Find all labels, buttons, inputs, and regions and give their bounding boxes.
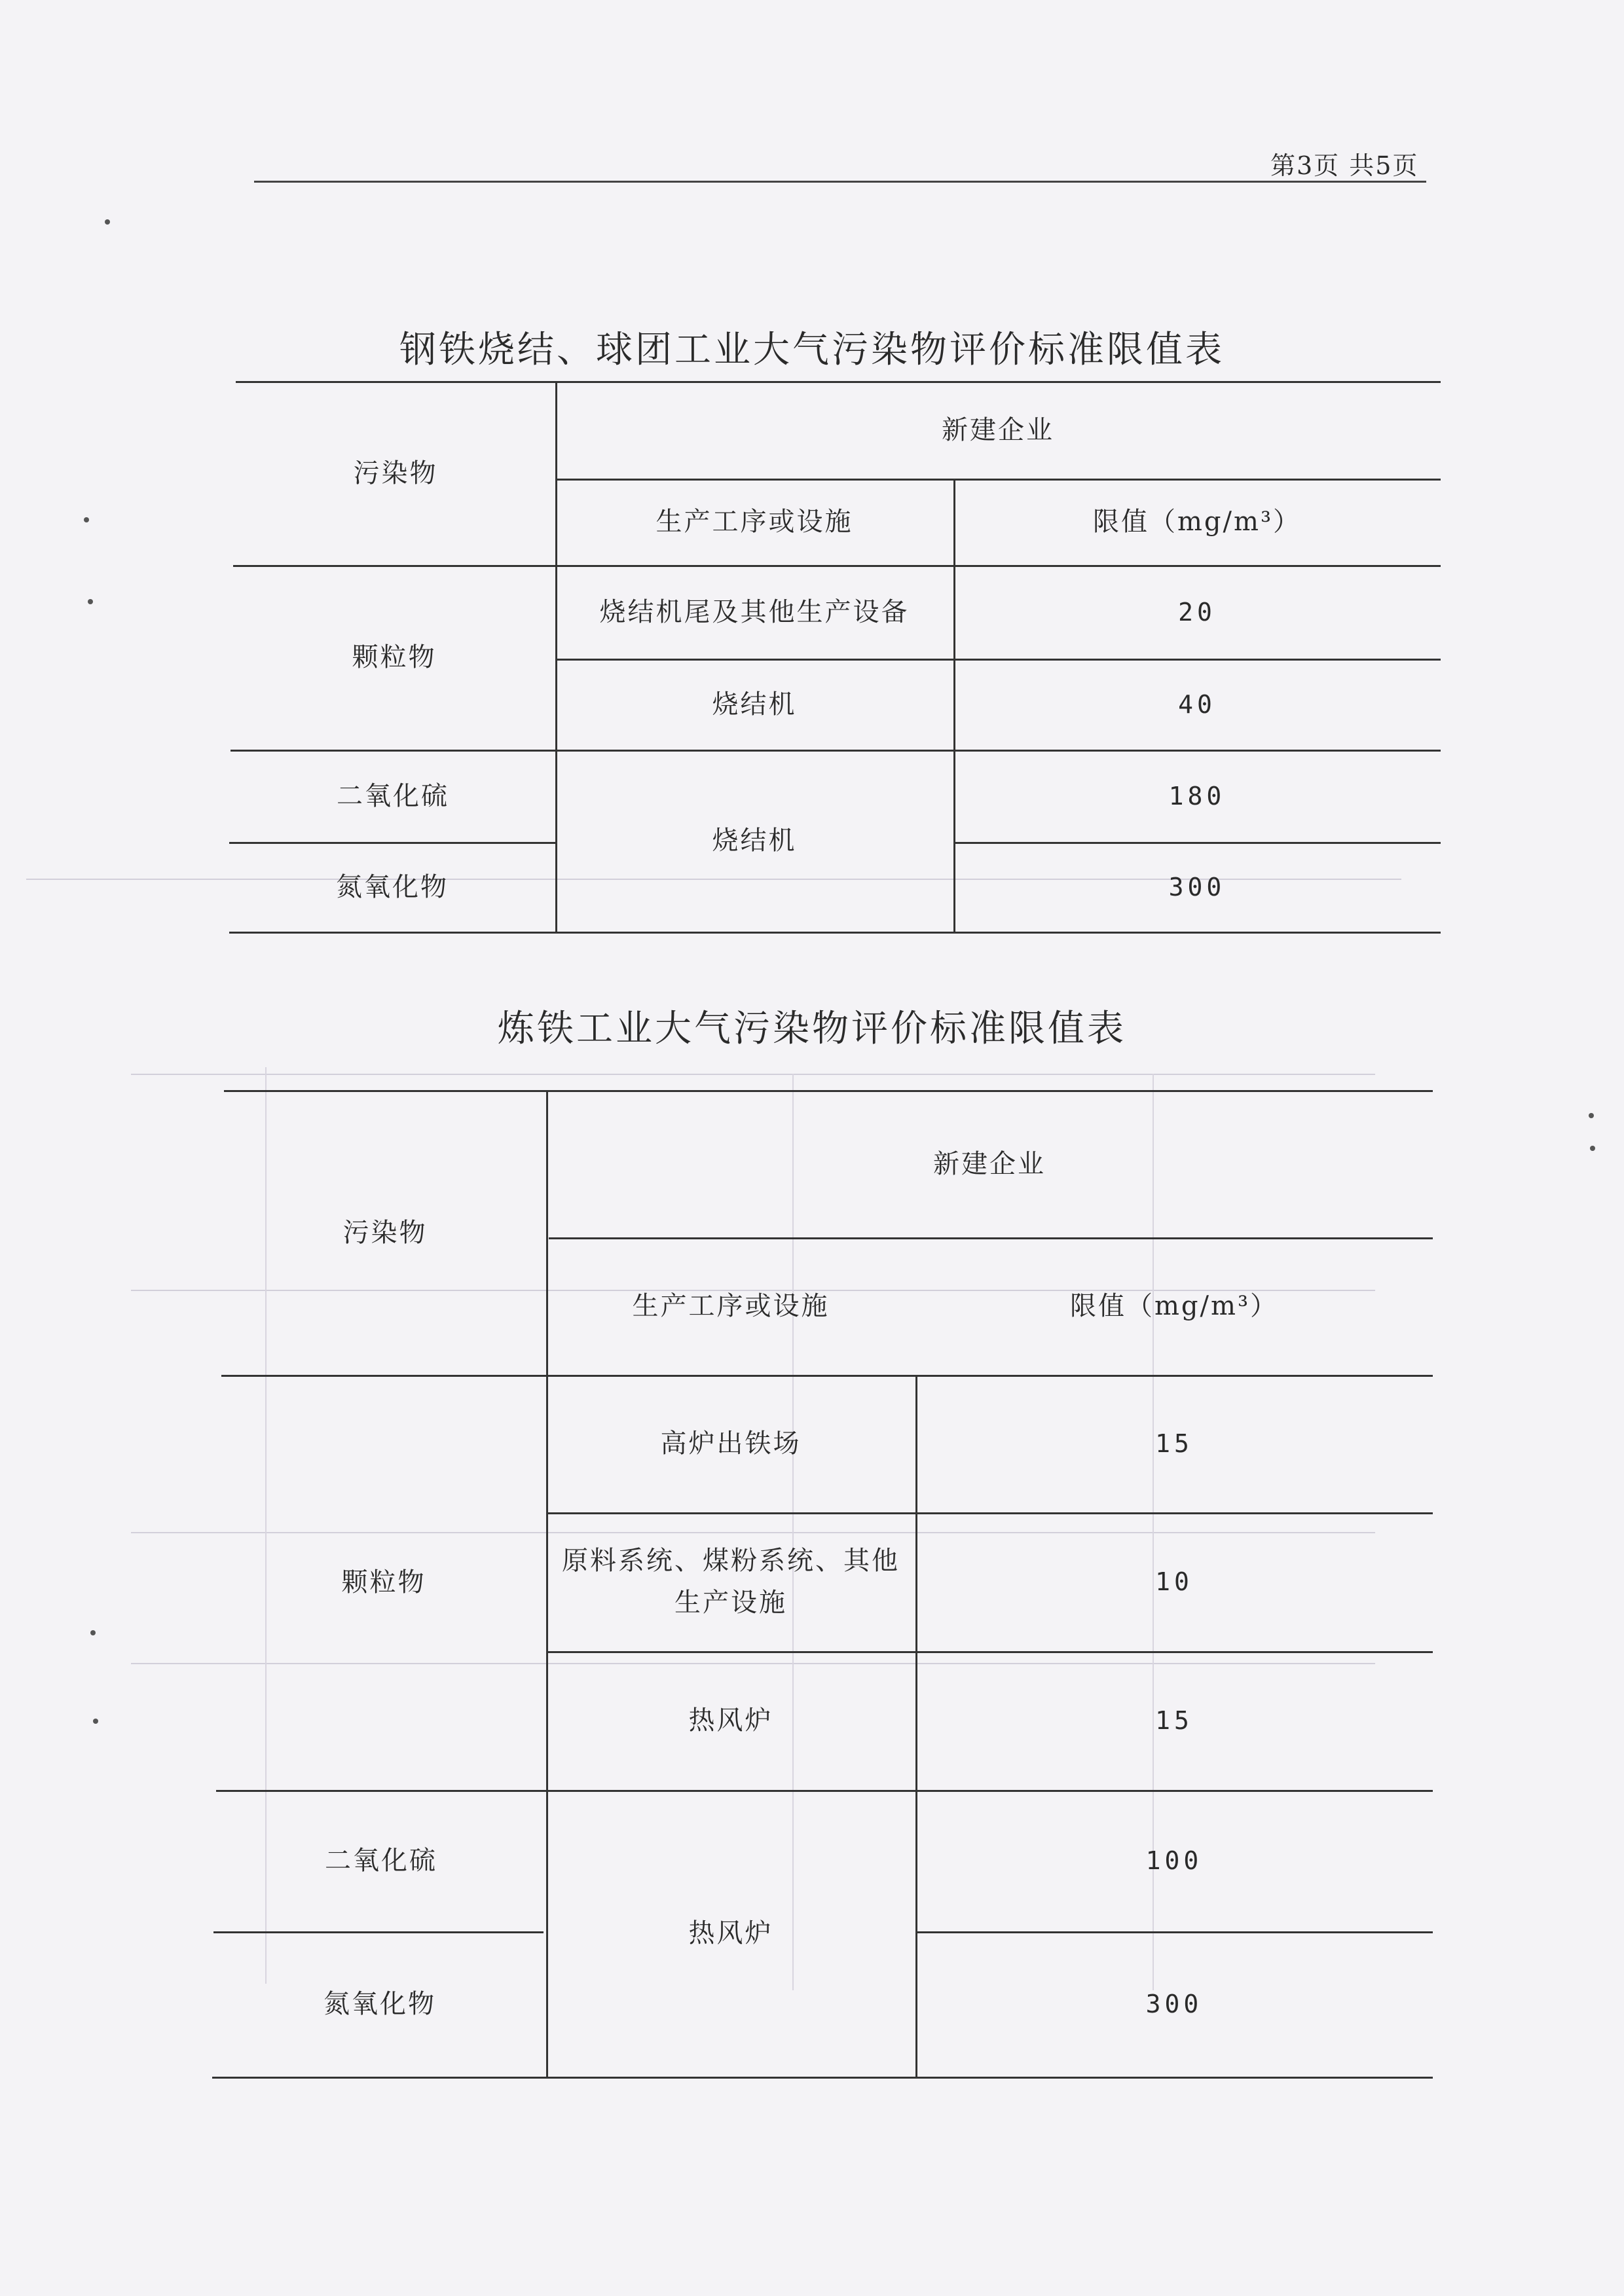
table1-limit-cell: 40 (1178, 689, 1216, 719)
bleed-through-line (131, 1074, 1375, 1075)
table2-header-process: 生产工序或设施 (632, 1291, 830, 1321)
table1-process-cell: 烧结机 (712, 826, 797, 856)
table2-rule (212, 2077, 1433, 2079)
table1-limit-cell: 20 (1178, 597, 1216, 627)
table1-process-cell: 烧结机 (712, 689, 797, 720)
scan-speck (84, 517, 89, 522)
table1-limit-cell: 300 (1168, 872, 1226, 902)
scan-speck (105, 219, 110, 225)
scan-speck (1590, 1146, 1595, 1151)
table1-process-cell: 烧结机尾及其他生产设备 (599, 596, 910, 627)
table2-limit-cell: 100 (1145, 1846, 1203, 1875)
table1-header-pollutant: 污染物 (353, 458, 438, 488)
scan-speck (88, 599, 93, 604)
table2-header-group: 新建企业 (933, 1148, 1046, 1179)
table2-limit-cell: 15 (1155, 1706, 1193, 1735)
table2-pollutant-nox: 氮氧化物 (323, 1989, 436, 2019)
table1-header-limit: 限值（mg/m³） (1093, 507, 1301, 537)
table2-process-cell: 热风炉 (688, 1705, 773, 1736)
table2-process-cell: 原料系统、煤粉系统、其他生产设施 (562, 1546, 900, 1618)
scan-speck (90, 1630, 96, 1635)
table2-process-cell: 高炉出铁场 (660, 1429, 802, 1459)
table1-header-process: 生产工序或设施 (655, 507, 853, 537)
table2-header-pollutant: 污染物 (342, 1217, 428, 1248)
table1-pollutant-so2: 二氧化硫 (337, 780, 449, 811)
table2-pollutant-so2: 二氧化硫 (325, 1846, 437, 1876)
table1-limit-cell: 180 (1168, 781, 1226, 811)
table1-rule (229, 932, 1441, 934)
table2-limit-cell: 15 (1155, 1429, 1193, 1458)
scan-speck (1589, 1113, 1594, 1118)
table2-pollutant-particulate: 颗粒物 (341, 1567, 426, 1597)
table2-process-cell: 热风炉 (688, 1918, 773, 1948)
table1-header-group: 新建企业 (942, 414, 1054, 445)
table2-title: 炼铁工业大气污染物评价标准限值表 (498, 1008, 1126, 1050)
table2-limit-cell: 10 (1155, 1567, 1193, 1596)
page-number: 第3页 共5页 (1270, 151, 1419, 180)
table1-title: 钢铁烧结、球团工业大气污染物评价标准限值表 (399, 329, 1225, 371)
table2-header-limit: 限值（mg/m³） (1070, 1291, 1278, 1321)
header-rule (254, 181, 1426, 183)
table1-pollutant-nox: 氮氧化物 (336, 871, 449, 902)
scan-speck (93, 1719, 98, 1724)
table1-pollutant-particulate: 颗粒物 (352, 642, 437, 672)
table2-limit-cell: 300 (1145, 1990, 1203, 2018)
